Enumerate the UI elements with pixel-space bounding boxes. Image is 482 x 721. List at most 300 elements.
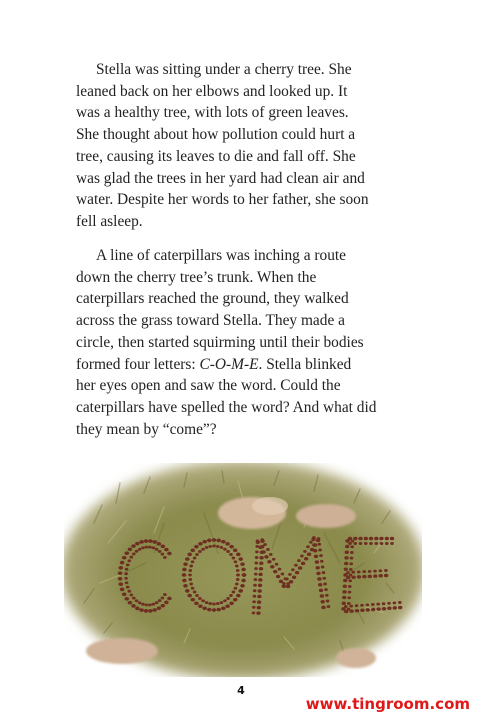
caterpillar-segment [232, 557, 236, 560]
caterpillar-segment [345, 539, 349, 543]
caterpillar-segment [263, 543, 267, 546]
caterpillar-segment [318, 543, 322, 546]
caterpillar-segment [385, 542, 389, 545]
caterpillar-segment [260, 538, 264, 541]
text-line: was glad the trees in her yard had clean air and [76, 169, 365, 187]
caterpillar-segment [384, 569, 388, 572]
caterpillar-come-illustration [64, 463, 422, 677]
caterpillar-segment [161, 544, 166, 548]
caterpillar-segment [258, 573, 262, 577]
caterpillar-segment [135, 550, 139, 553]
caterpillar-segment [183, 562, 188, 566]
caterpillar-segment [207, 539, 212, 543]
caterpillar-segment [189, 578, 193, 581]
caterpillar-segment [128, 601, 133, 605]
caterpillar-segment [347, 602, 351, 605]
caterpillar-segment [128, 590, 132, 593]
caterpillar-segment [221, 540, 226, 544]
caterpillar-segment [144, 609, 149, 613]
caterpillar-segment [349, 568, 353, 571]
caterpillar-segment [124, 572, 128, 575]
caterpillar-segment [371, 603, 375, 606]
caterpillar-segment [387, 607, 391, 611]
caterpillar-segment [255, 556, 259, 559]
caterpillar-segment [124, 577, 128, 580]
caterpillar-segment [235, 583, 239, 586]
caterpillar-segment [225, 604, 230, 608]
caterpillar-segment [220, 601, 224, 604]
caterpillar-segment [256, 541, 260, 545]
caterpillar-segment [360, 609, 364, 613]
caterpillar-segment [252, 611, 256, 614]
caterpillar-segment [264, 555, 268, 559]
caterpillar-segment [216, 545, 220, 548]
caterpillar-segment [390, 537, 394, 541]
caterpillar-segment [354, 542, 358, 545]
caterpillar-segment [294, 564, 298, 567]
caterpillar-segment [152, 546, 156, 549]
caterpillar-segment [163, 593, 167, 596]
caterpillar-segment [272, 558, 276, 561]
paragraph-1 [76, 59, 426, 233]
caterpillar-segment [259, 545, 263, 549]
rock [296, 504, 356, 528]
caterpillar-segment [261, 550, 265, 554]
caterpillar-segment [234, 587, 238, 590]
caterpillar-segment [118, 571, 123, 575]
caterpillar-segment [193, 591, 197, 594]
text-line: her eyes open and saw the word. Could the [76, 377, 341, 395]
caterpillar-segment [125, 581, 129, 584]
caterpillar-segment [357, 575, 361, 579]
caterpillar-segment [120, 588, 125, 592]
caterpillar-segment [120, 561, 125, 565]
caterpillar-segment [208, 545, 212, 548]
caterpillar-segment [194, 601, 199, 605]
caterpillar-segment [255, 562, 259, 565]
caterpillar-segment [369, 542, 373, 545]
caterpillar-segment [342, 601, 346, 605]
caterpillar-segment [398, 606, 402, 610]
caterpillar-segment [348, 542, 352, 545]
caterpillar-segment [351, 540, 355, 543]
caterpillar-segment [157, 542, 162, 546]
caterpillar-segment [364, 542, 368, 545]
caterpillar-segment [141, 546, 145, 549]
caterpillar-segment [387, 602, 391, 605]
caterpillar-segment [157, 606, 162, 610]
caterpillar-segment [189, 565, 193, 568]
caterpillar-segment [242, 573, 247, 577]
text-line: they mean by “come”? [76, 420, 217, 438]
text-line: fell asleep. [76, 212, 143, 230]
caterpillar-segment [257, 600, 261, 604]
caterpillar-segment [303, 550, 307, 553]
text-line: She thought about how pollution could hurt a [76, 126, 356, 144]
caterpillar-segment [257, 606, 261, 610]
caterpillar-segment [345, 545, 349, 549]
caterpillar-segment [208, 602, 212, 605]
caterpillar-segment [205, 546, 209, 549]
caterpillar-segment [189, 583, 193, 586]
caterpillar-segment [316, 572, 320, 576]
caterpillar-segment [379, 537, 383, 541]
caterpillar-segment [198, 550, 202, 553]
text-line: caterpillars have spelled the word? And what did [76, 398, 377, 416]
caterpillar-segment [188, 574, 192, 577]
caterpillar-segment [257, 595, 261, 599]
caterpillar-segment [240, 562, 245, 566]
caterpillar-segment [183, 584, 188, 588]
caterpillar-segment [348, 585, 352, 588]
caterpillar-segment [236, 574, 240, 577]
caterpillar-segment [282, 585, 286, 589]
caterpillar-segment [125, 597, 130, 601]
caterpillar-segment [141, 603, 145, 606]
caterpillar-segment [144, 539, 149, 543]
caterpillar-segment [223, 548, 227, 551]
caterpillar-segment [198, 604, 203, 608]
caterpillar-segment [295, 571, 299, 575]
caterpillar-segment [297, 559, 301, 562]
caterpillar-segment [275, 563, 279, 566]
caterpillar-segment [382, 602, 386, 605]
caterpillar-segment [191, 587, 195, 590]
caterpillar-segment [349, 609, 353, 613]
paragraph-2 [76, 245, 426, 440]
caterpillar-segment [352, 571, 356, 574]
caterpillar-segment [313, 549, 317, 553]
text-line: A line of caterpillars was inching a route [96, 247, 347, 264]
caterpillar-segment [371, 608, 375, 612]
caterpillar-segment [258, 584, 262, 588]
caterpillar-segment [128, 547, 133, 551]
caterpillar-segment [235, 565, 239, 568]
caterpillar-segment [325, 594, 329, 597]
caterpillar-segment [353, 537, 357, 541]
caterpillar-segment [132, 552, 136, 555]
caterpillar-segment [238, 589, 243, 593]
caterpillar-segment [306, 545, 310, 548]
caterpillar-segment [161, 596, 165, 599]
caterpillar-segment [135, 607, 140, 611]
caterpillar-segment [317, 577, 321, 581]
caterpillar-segment [152, 608, 157, 612]
caterpillar-segment [319, 554, 323, 557]
caterpillar-segment [379, 574, 383, 578]
caterpillar-segment [148, 539, 153, 543]
caterpillar-segment [320, 594, 324, 598]
caterpillar-segment [319, 589, 323, 593]
caterpillar-segment [368, 570, 372, 573]
caterpillar-segment [364, 537, 368, 541]
caterpillar-segment [350, 557, 354, 560]
caterpillar-segment [255, 550, 259, 553]
caterpillar-segment [212, 538, 217, 542]
text-line: Stella was sitting under a cherry tree. She [96, 61, 352, 78]
page-number: 4 [237, 684, 245, 697]
caterpillar-segment [164, 548, 169, 552]
caterpillar-segment [202, 606, 207, 610]
caterpillar-segment [233, 548, 238, 552]
text-line: caterpillars reached the ground, they walked [76, 290, 349, 308]
caterpillar-segment [236, 553, 241, 557]
caterpillar-segment [369, 537, 373, 541]
caterpillar-segment [131, 604, 136, 608]
caterpillar-segment [253, 595, 257, 598]
caterpillar-segment [269, 553, 273, 556]
caterpillar-segment [267, 560, 271, 564]
caterpillar-segment [252, 600, 256, 603]
caterpillar-segment [252, 606, 256, 609]
caterpillar-segment [273, 570, 277, 574]
caterpillar-segment [145, 603, 149, 606]
caterpillar-segment [304, 557, 308, 561]
caterpillar-segment [382, 607, 386, 611]
caterpillar-segment [312, 543, 316, 547]
caterpillar-segment [191, 560, 195, 563]
caterpillar-segment [359, 542, 363, 545]
caterpillar-segment [253, 584, 257, 587]
caterpillar-segment [342, 590, 346, 594]
caterpillar-segment [288, 573, 292, 576]
caterpillar-segment [368, 575, 372, 579]
caterpillar-segment [182, 568, 187, 572]
caterpillar-segment [216, 539, 221, 543]
caterpillar-segment [139, 608, 144, 612]
caterpillar-segment [285, 578, 289, 581]
caterpillar-segment [342, 596, 346, 600]
caterpillar-segment [349, 562, 353, 565]
caterpillar-segment [119, 582, 124, 586]
caterpillar-segment [182, 579, 187, 583]
caterpillar-segment [292, 575, 296, 579]
caterpillar-segment [148, 546, 152, 549]
caterpillar-segment [167, 552, 172, 556]
caterpillar-segment [380, 542, 384, 545]
caterpillar-segment [266, 548, 270, 551]
caterpillar-segment [223, 599, 227, 602]
caterpillar-segment [315, 560, 319, 564]
caterpillar-segment [374, 537, 378, 541]
caterpillar-segment [128, 559, 132, 562]
caterpillar-segment [187, 553, 192, 557]
caterpillar-segment [195, 553, 199, 556]
caterpillar-segment [393, 606, 397, 610]
caterpillar-segment [255, 545, 259, 548]
caterpillar-segment [158, 550, 162, 553]
caterpillar-segment [131, 544, 136, 548]
caterpillar-segment [289, 580, 293, 584]
caterpillar-segment [145, 546, 149, 549]
text-line: leaned back on her elbows and looked up. It [76, 82, 348, 100]
text-line: tree, causing its leaves to die and fall off. She [76, 147, 356, 165]
caterpillar-segment [138, 548, 142, 551]
caterpillar-segment [398, 601, 402, 604]
caterpillar-segment [194, 545, 199, 549]
caterpillar-segment [148, 603, 152, 606]
caterpillar-segment [385, 537, 389, 541]
caterpillar-segment [259, 556, 263, 560]
caterpillar-segment [360, 604, 364, 607]
caterpillar-segment [321, 606, 325, 610]
caterpillar-segment [393, 601, 397, 604]
caterpillar-segment [318, 549, 322, 552]
caterpillar-segment [198, 542, 203, 546]
caterpillar-segment [323, 583, 327, 586]
caterpillar-segment [229, 553, 233, 556]
caterpillar-segment [327, 605, 331, 608]
caterpillar-segment [298, 566, 302, 570]
caterpillar-segment [201, 548, 205, 551]
caterpillar-segment [373, 574, 377, 578]
caterpillar-segment [258, 578, 262, 582]
caterpillar-segment [195, 594, 199, 597]
caterpillar-segment [270, 565, 274, 569]
caterpillar-segment [122, 556, 127, 560]
caterpillar-segment [355, 604, 359, 607]
caterpillar-segment [216, 608, 221, 612]
caterpillar-segment [362, 570, 366, 573]
caterpillar-segment [322, 571, 326, 574]
caterpillar-segment [118, 577, 123, 581]
caterpillar-segment [164, 601, 169, 605]
caterpillar-segment [193, 557, 197, 560]
caterpillar-segment [187, 594, 192, 598]
caterpillar-segment [320, 560, 324, 563]
caterpillar-segment [351, 575, 355, 579]
caterpillar-segment [344, 605, 348, 608]
caterpillar-segment [161, 553, 165, 556]
caterpillar-segment [344, 556, 348, 560]
caterpillar-segment [189, 569, 193, 572]
caterpillar-segment [158, 599, 162, 602]
caterpillar-segment [167, 597, 172, 601]
caterpillar-segment [229, 601, 234, 605]
text-line: across the grass toward Stella. They made a [76, 312, 345, 330]
caterpillar-segment [343, 584, 347, 588]
caterpillar-segment [226, 597, 230, 600]
italic-letters: C-O-M-E [199, 355, 259, 373]
caterpillar-segment [225, 542, 230, 546]
caterpillar-segment [191, 598, 196, 602]
caterpillar-segment [350, 545, 354, 548]
caterpillar-segment [346, 571, 350, 574]
caterpillar-segment [326, 600, 330, 603]
caterpillar-segment [220, 546, 224, 549]
caterpillar-segment [355, 609, 359, 613]
caterpillar-segment [241, 579, 246, 583]
caterpillar-segment [212, 603, 216, 606]
caterpillar-segment [259, 567, 263, 571]
caterpillar-segment [323, 577, 327, 580]
caterpillar-segment [321, 600, 325, 604]
caterpillar-segment [349, 605, 353, 608]
caterpillar-segment [185, 557, 190, 561]
caterpillar-segment [130, 556, 134, 559]
caterpillar-segment [238, 557, 243, 561]
caterpillar-segment [155, 601, 159, 604]
caterpillar-segment [125, 551, 130, 555]
caterpillar-segment [321, 566, 325, 569]
caterpillar-segment [155, 548, 159, 551]
caterpillar-segment [191, 548, 196, 552]
caterpillar-segment [135, 599, 139, 602]
caterpillar-segment [182, 573, 187, 577]
caterpillar-segment [130, 593, 134, 596]
caterpillar-segment [232, 591, 236, 594]
caterpillar-segment [258, 589, 262, 593]
caterpillar-segment [366, 608, 370, 612]
caterpillar-segment [307, 552, 311, 556]
caterpillar-segment [234, 560, 238, 563]
caterpillar-segment [390, 542, 394, 545]
caterpillar-segment [119, 566, 124, 570]
rock [86, 638, 158, 664]
caterpillar-segment [229, 545, 234, 549]
watermark-url: www.tingroom.com [305, 695, 470, 713]
caterpillar-segment [253, 589, 257, 592]
caterpillar-segment [348, 591, 352, 594]
caterpillar-segment [316, 566, 320, 570]
caterpillar-segment [205, 601, 209, 604]
caterpillar-segment [279, 580, 283, 584]
caterpillar-segment [202, 540, 207, 544]
caterpillar-segment [376, 607, 380, 611]
caterpillar-segment [291, 568, 295, 571]
caterpillar-segment [221, 606, 226, 610]
caterpillar-segment [309, 541, 313, 544]
caterpillar-segment [318, 583, 322, 587]
caterpillar-segment [226, 550, 230, 553]
caterpillar-segment [163, 556, 167, 559]
caterpillar-segment [126, 563, 130, 566]
caterpillar-segment [198, 597, 202, 600]
caterpillar-segment [344, 562, 348, 566]
caterpillar-segment [138, 601, 142, 604]
caterpillar-segment [348, 579, 352, 582]
caterpillar-segment [344, 610, 348, 614]
caterpillar-segment [286, 585, 290, 589]
caterpillar-segment [126, 586, 130, 589]
caterpillar-segment [346, 576, 350, 580]
caterpillar-segment [122, 592, 127, 596]
caterpillar-segment [259, 562, 263, 566]
caterpillar-segment [139, 540, 144, 544]
caterpillar-segment [357, 570, 361, 573]
caterpillar-segment [311, 538, 315, 542]
text-segment: . Stella blinked [258, 355, 352, 373]
caterpillar-segment [362, 575, 366, 579]
caterpillar-segment [207, 608, 212, 612]
caterpillar-segment [152, 603, 156, 606]
caterpillar-segment [301, 562, 305, 566]
caterpillar-segment [240, 584, 245, 588]
caterpillar-segment [350, 551, 354, 554]
caterpillar-segment [236, 569, 240, 572]
caterpillar-segment [281, 573, 285, 576]
caterpillar-segment [358, 537, 362, 541]
caterpillar-segment [135, 542, 140, 546]
caterpillar-segment [373, 570, 377, 573]
caterpillar-segment [324, 588, 328, 591]
caterpillar-segment [276, 575, 280, 579]
caterpillar-segment [345, 550, 349, 554]
caterpillar-segment [343, 579, 347, 583]
caterpillar-segment [148, 609, 153, 613]
caterpillar-segment [229, 594, 233, 597]
text-line: down the cherry tree’s trunk. When the [76, 268, 317, 286]
